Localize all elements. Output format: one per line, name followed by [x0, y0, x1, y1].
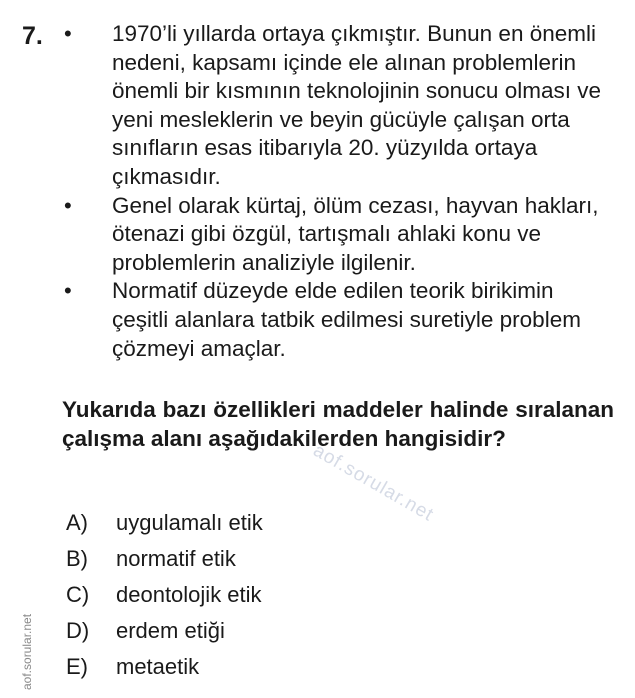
- question-stem: Yukarıda bazı özellikleri maddeler halinde sıralanan çalışma alanı aşağıdakilerden hangisidir?: [62, 397, 614, 451]
- option-text: deontolojik etik: [116, 582, 262, 607]
- option-letter: A): [66, 510, 88, 535]
- option-text: erdem etiği: [116, 618, 225, 643]
- option-text: uygulamalı etik: [116, 510, 263, 535]
- bullet-item: [60, 192, 620, 278]
- bullet-dot: •: [64, 278, 72, 304]
- bullet-item: [60, 20, 620, 192]
- option-text: normatif etik: [116, 546, 236, 571]
- option-b[interactable]: [66, 541, 263, 577]
- bullet-dot: •: [64, 21, 72, 46]
- watermark-diagonal: aof.sorular.net: [309, 440, 438, 526]
- option-letter: E): [66, 654, 88, 679]
- option-d[interactable]: [66, 613, 263, 649]
- option-text: metaetik: [116, 654, 200, 679]
- bullet-text: 1970’li yıllarda ortaya çıkmıştır. Bunun en önemli nedeni, kapsamı içinde ele alınan problemlerin önemli bir kısmının teknolojinin sonucu olması ve yeni mesleklerin ve beyin gücüyle çalışan orta sınıfların esas itibarıyla 20. yüzyılda ortaya çıkmasıdır.: [112, 21, 601, 189]
- watermark-side: aof.sorular.net: [20, 613, 34, 690]
- option-a[interactable]: [66, 505, 263, 541]
- option-c[interactable]: [66, 577, 263, 613]
- option-letter: C): [66, 582, 90, 607]
- option-letter: D): [66, 618, 90, 643]
- answer-options: [66, 505, 263, 685]
- bullet-list: [60, 20, 620, 363]
- bullet-dot: •: [64, 192, 72, 218]
- option-e[interactable]: [66, 649, 263, 685]
- bullet-item: [60, 277, 620, 363]
- bullet-text: Normatif düzeyde elde edilen teorik birikimin çeşitli alanlara tatbik edilmesi suretiyle problem çözmeyi amaçlar.: [112, 278, 581, 361]
- option-letter: B): [66, 546, 88, 571]
- question-number: 7.: [22, 22, 43, 50]
- bullet-text: Genel olarak kürtaj, ölüm cezası, hayvan hakları, ötenazi gibi özgül, tartışmalı ahlaki konu ve problemlerin analiziyle ilgilenir.: [112, 192, 599, 275]
